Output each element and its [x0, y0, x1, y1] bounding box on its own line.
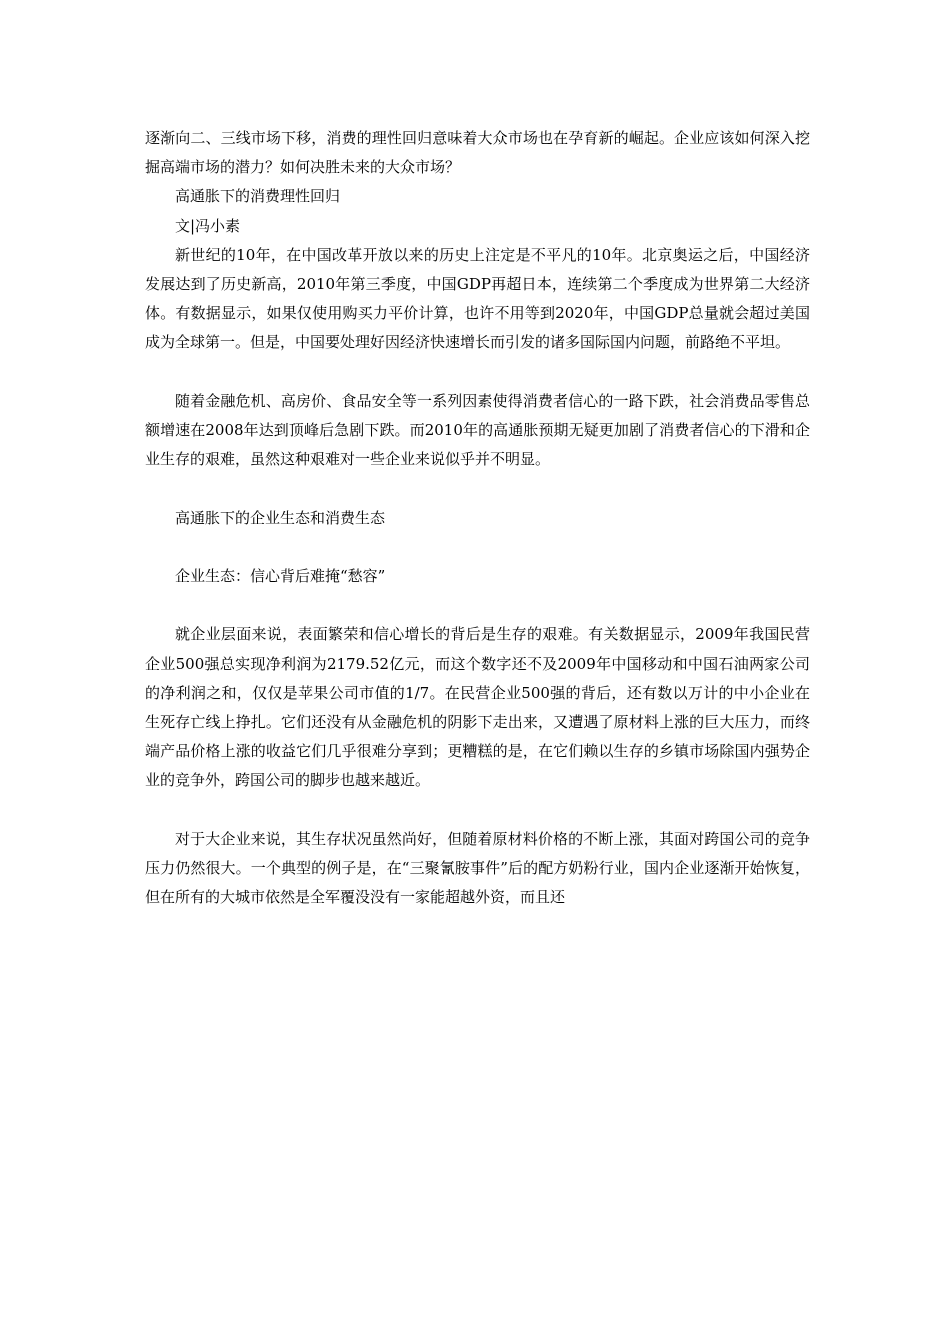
paragraph-intro-continued: 逐渐向二、三线市场下移，消费的理性回归意味着大众市场也在孕育新的崛起。企业应该如何深入挖掘高端市场的潜力？如何决胜未来的大众市场？	[145, 129, 810, 177]
blank-line	[145, 796, 810, 825]
blank-line	[145, 533, 810, 562]
blank-line	[145, 591, 810, 620]
paragraph-consumer-confidence: 随着金融危机、高房价、食品安全等一系列因素使得消费者信心的一路下跌，社会消费品零售总额增速在2008年达到顶峰后急剧下跌。而2010年的高通胀预期无疑更加剧了消费者信心的下滑和企业生存的艰难，虽然这种艰难对一些企业来说似乎并不明显。	[145, 391, 810, 469]
blank-line	[145, 474, 810, 503]
section-heading-ecology: 高通胀下的企业生态和消费生态	[175, 508, 386, 527]
blank-line	[145, 358, 810, 387]
document-page	[145, 124, 810, 912]
paragraph-enterprise-survival: 就企业层面来说，表面繁荣和信心增长的背后是生存的艰难。有关数据显示，2009年我国民营企业500强总实现净利润为2179.52亿元，而这个数字还不及2009年中国移动和中国石油两家公司的净利润之和，仅仅是苹果公司市值的1/7。在民营企业500强的背后，还有数以万计的中小企业在生死存亡线上挣扎。它们还没有从金融危机的阴影下走出来，又遭遇了原材料上涨的巨大压力，而终端产品价格上涨的收益它们几乎很难分享到；更糟糕的是，在它们赖以生存的乡镇市场除国内强势企业的竞争外，跨国公司的脚步也越来越近。	[145, 625, 810, 790]
paragraph-large-enterprises: 对于大企业来说，其生存状况虽然尚好，但随着原材料价格的不断上涨，其面对跨国公司的竞争压力仍然很大。一个典型的例子是，在“三聚氰胺事件”后的配方奶粉行业，国内企业逐渐开始恢复，但在所有的大城市依然是全军覆没没有一家能超越外资，而且还	[145, 829, 810, 907]
subsection-heading-enterprise: 企业生态：信心背后难掩“愁容”	[175, 567, 386, 585]
article-title: 高通胀下的消费理性回归	[175, 187, 341, 206]
article-byline: 文|冯小素	[175, 216, 241, 235]
paragraph-new-century: 新世纪的10年，在中国改革开放以来的历史上注定是不平凡的10年。北京奥运之后，中国经济发展达到了历史新高，2010年第三季度，中国GDP再超日本，连续第二个季度成为世界第二大经济体。有数据显示，如果仅使用购买力平价计算，也许不用等到2020年，中国GDP总量就会超过美国成为全球第一。但是，中国要处理好因经济快速增长而引发的诸多国际国内问题，前路绝不平坦。	[145, 245, 810, 352]
